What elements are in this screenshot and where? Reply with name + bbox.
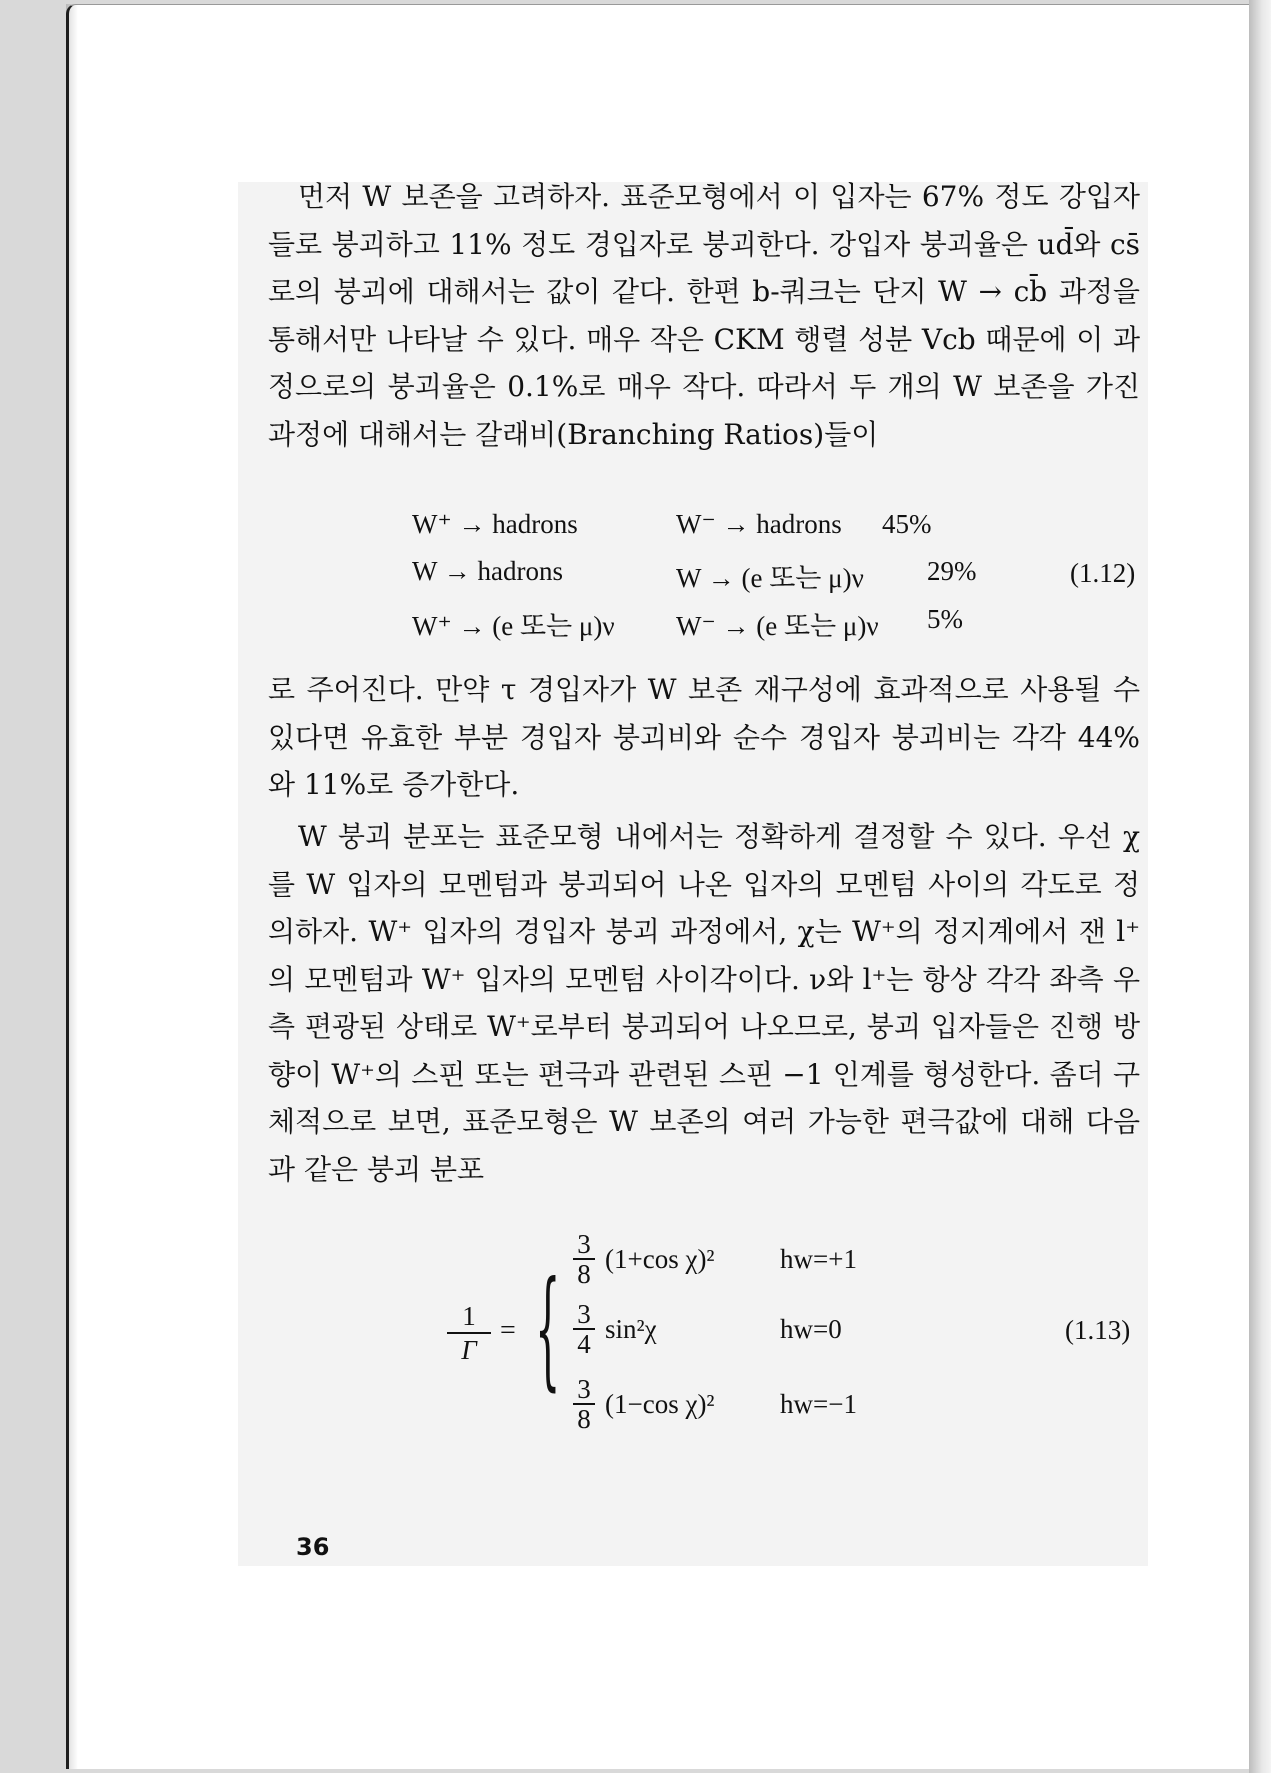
eq-1-12-row-1-right: W⁻ → hadrons bbox=[676, 509, 842, 539]
paragraph-3: W 붕괴 분포는 표준모형 내에서는 정확하게 결정할 수 있다. 우선 χ를 W 입자의 모멘텀과 붕괴되어 나온 입자의 모멘텀 사이의 각도로 정의하자. W⁺ 입자의 경입자 붕괴 과정에서, χ는 W⁺의 정지계에서 잰 l⁺의 모멘텀과 W⁺ 입자의 모멘텀 사이각이다. ν와 l⁺는 항상 각각 좌측 우측 편광된 상태로 W⁺로부터 붕괴되어 나오므로, 붕괴 입자들은 진행 방향이 W⁺의 스핀 또는 편극과 관련된 스핀 −1 인계를 형성한다. 좀더 구체적으로 보면, 표준모형은 W 보존의 여러 가능한 편극값에 대해 다음과 같은 붕괴 분포 bbox=[268, 820, 1140, 1186]
equals-sign: = bbox=[500, 1315, 516, 1346]
eq-1-12-row-3-right: W⁻ → (e 또는 μ)ν bbox=[676, 611, 879, 641]
case-3-fraction: $\frac{3}{8}$ bbox=[573, 1375, 595, 1433]
case-3-expression: (1−cos χ)² bbox=[605, 1389, 715, 1419]
case-2-helicity: hw=0 bbox=[780, 1314, 842, 1344]
case-2-fraction: $\frac{3}{4}$ bbox=[573, 1300, 595, 1358]
equation-1-13-case-2 bbox=[573, 1300, 1053, 1366]
case-1-fraction: $\frac{3}{8}$ bbox=[573, 1230, 595, 1288]
eq-1-12-row-2-left: W → hadrons bbox=[412, 556, 563, 586]
eq-1-12-row-1-left: W⁺ → hadrons bbox=[412, 509, 578, 539]
equation-1-12-row-3 bbox=[412, 604, 992, 650]
equation-1-13-lhs bbox=[447, 1300, 491, 1366]
page-number: 36 bbox=[296, 1533, 330, 1561]
paragraph-1: 먼저 W 보존을 고려하자. 표준모형에서 이 입자는 67% 정도 강입자들로 붕괴하고 11% 정도 경입자로 붕괴한다. 강입자 붕괴율은 ud̄와 cs̄로의 붕괴에 대해서는 값이 같다. 한편 b-쿼크는 단지 W → cb̄ 과정을 통해서만 나타날 수 있다. 매우 작은 CKM 행렬 성분 Vcb 때문에 이 과정으로의 붕괴율은 0.1%로 매우 작다. 따라서 두 개의 W 보존을 가진 과정에 대해서는 갈래비(Branching Ratios)들이 bbox=[268, 180, 1140, 451]
lhs-denominator: Γ bbox=[461, 1335, 477, 1365]
equation-1-12-row-2 bbox=[412, 556, 992, 602]
equation-number-1-12: (1.12) bbox=[1070, 558, 1136, 588]
eq-1-12-row-2-right: W → (e 또는 μ)ν bbox=[676, 563, 864, 593]
case-1-helicity: hw=+1 bbox=[780, 1244, 857, 1274]
equation-1-13-case-1 bbox=[573, 1230, 1053, 1296]
eq-1-12-row-1-value: 45% bbox=[882, 509, 932, 539]
eq-1-12-row-3-left: W⁺ → (e 또는 μ)ν bbox=[412, 611, 615, 641]
case-3-helicity: hw=−1 bbox=[780, 1389, 857, 1419]
lhs-numerator: 1 bbox=[447, 1300, 491, 1334]
equation-1-12-row-1 bbox=[412, 509, 972, 555]
eq-1-12-row-2-value: 29% bbox=[927, 556, 977, 586]
equation-1-13-case-3 bbox=[573, 1375, 1053, 1441]
paragraph-2: 로 주어진다. 만약 τ 경입자가 W 보존 재구성에 효과적으로 사용될 수 있다면 유효한 부분 경입자 붕괴비와 순수 경입자 붕괴비는 각각 44%와 11%로 증가한다. bbox=[268, 673, 1140, 801]
page-gutter-shadow bbox=[66, 4, 78, 1769]
page-edge-right bbox=[1249, 0, 1271, 1773]
case-1-expression: (1+cos χ)² bbox=[605, 1244, 715, 1274]
equation-number-1-13: (1.13) bbox=[1065, 1315, 1131, 1345]
eq-1-12-row-3-value: 5% bbox=[927, 604, 963, 634]
left-brace: { bbox=[535, 1257, 561, 1405]
case-2-expression: sin²χ bbox=[605, 1314, 657, 1344]
